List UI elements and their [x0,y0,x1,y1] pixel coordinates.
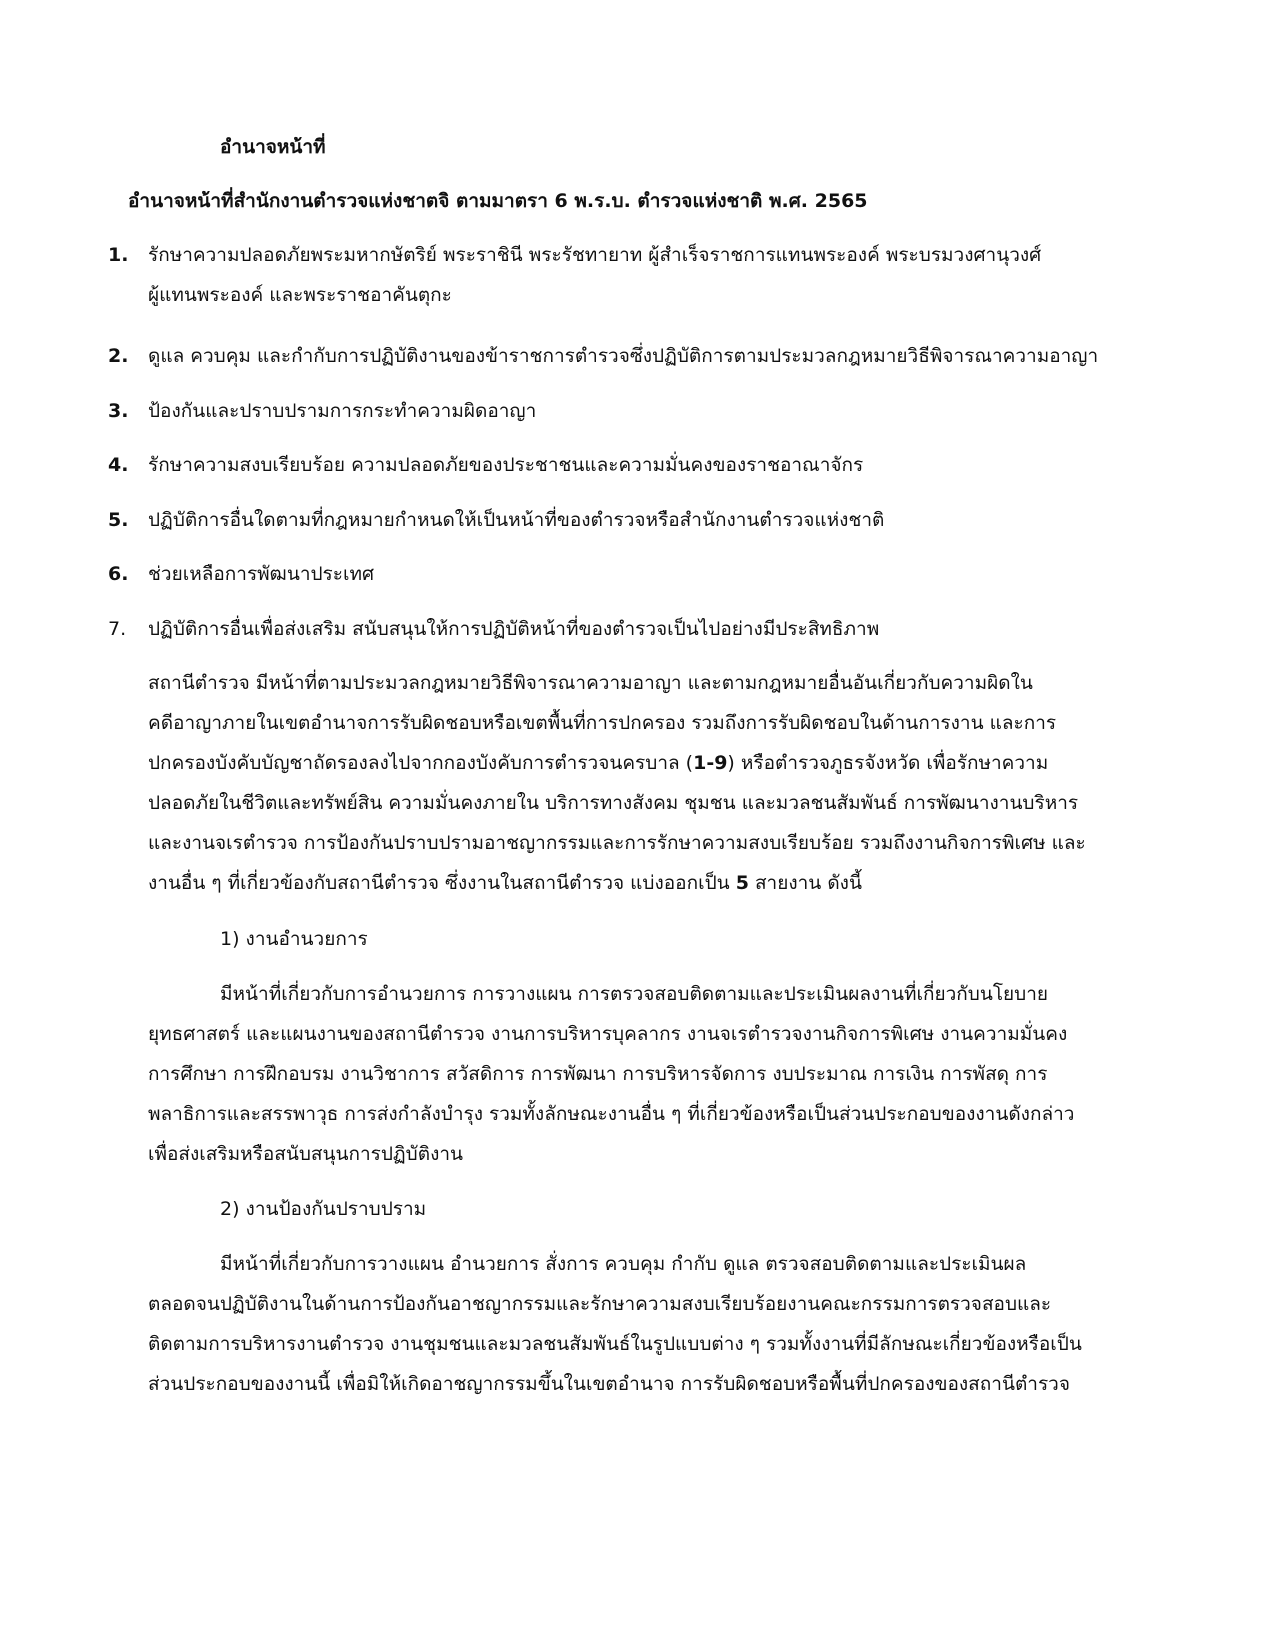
page-subheading: อำนาจหน้าที่สำนักงานตำรวจแห่งชาตจิ ตามมาตรา 6 พ.ร.บ. ตำรวจแห่งชาติ พ.ศ. 2565 [128,190,868,212]
paragraph-line: คดีอาญาภายในเขตอำนาจการรับผิดชอบหรือเขตพื้นที่การปกครอง รวมถึงการรับผิดชอบในด้านการงาน และการ [148,712,1057,734]
list-text: ปฏิบัติการอื่นเพื่อส่งเสริม สนับสนุนให้การปฏิบัติหน้าที่ของตำรวจเป็นไปอย่างมีประสิทธิภาพ [148,618,880,640]
list-number: 2. [108,345,129,367]
list-text: ปฏิบัติการอื่นใดตามที่กฎหมายกำหนดให้เป็นหน้าที่ของตำรวจหรือสำนักงานตำรวจแห่งชาติ [148,509,885,531]
list-number: 6. [108,563,129,585]
paragraph-line: มีหน้าที่เกี่ยวกับการอำนวยการ การวางแผน การตรวจสอบติดตามและประเมินผลงานที่เกี่ยวกับนโยบาย [220,983,1049,1005]
list-number: 4. [108,454,129,476]
section-title: 2) งานป้องกันปราบปราม [220,1198,427,1220]
paragraph-line: ตลอดจนปฏิบัติงานในด้านการป้องกันอาชญากรรมและรักษาความสงบเรียบร้อยงานคณะกรรมการตรวจสอบและ [148,1293,1052,1315]
list-text: รักษาความสงบเรียบร้อย ความปลอดภัยของประชาชนและความมั่นคงของราชอาณาจักร [148,454,864,476]
paragraph-text: ) หรือตำรวจภูธรจังหวัด เพื่อรักษาความ [727,752,1049,774]
paragraph-text: ปกครองบังคับบัญชาถัดรองลงไปจากกองบังคับการตำรวจนครบาล ( [148,752,694,774]
paragraph-line [148,749,1048,777]
paragraph-line: พลาธิการและสรรพาวุธ การส่งกำลังบำรุง รวมทั้งลักษณะงานอื่น ๆ ที่เกี่ยวข้องหรือเป็นส่วนประกอบของงานดังกล่าว [148,1103,1075,1125]
paragraph-text: สายงาน ดังนี้ [748,872,862,894]
paragraph-line: และงานจเรตำรวจ การป้องกันปราบปรามอาชญากรรมและการรักษาความสงบเรียบร้อย รวมถึงงานกิจการพิเศษ และ [148,832,1086,854]
region-range: 1-9 [693,752,728,774]
section-title: 1) งานอำนวยการ [220,928,368,950]
paragraph-line: เพื่อส่งเสริมหรือสนับสนุนการปฏิบัติงาน [148,1143,464,1165]
page-heading: อำนาจหน้าที่ [220,136,326,158]
list-text: ดูแล ควบคุม และกำกับการปฏิบัติงานของข้าราชการตำรวจซึ่งปฏิบัติการตามประมวลกฎหมายวิธีพิจารณาความอาญา [148,345,1099,367]
list-text: ป้องกันและปราบปรามการกระทำความผิดอาญา [148,400,537,422]
list-text: ช่วยเหลือการพัฒนาประเทศ [148,563,375,585]
paragraph-line: ติดตามการบริหารงานตำรวจ งานชุมชนและมวลชนสัมพันธ์ในรูปแบบต่าง ๆ รวมทั้งงานที่มีลักษณะเกี่ยวข้องหรือเป็น [148,1333,1082,1355]
list-number: 7. [108,618,127,640]
paragraph-line [148,869,862,897]
paragraph-line: ปลอดภัยในชีวิตและทรัพย์สิน ความมั่นคงภายใน บริการทางสังคม ชุมชน และมวลชนสัมพันธ์ การพัฒนางานบริหาร [148,792,1079,814]
paragraph-line: สถานีตำรวจ มีหน้าที่ตามประมวลกฎหมายวิธีพิจารณาความอาญา และตามกฎหมายอื่นอันเกี่ยวกับความผิดใน [148,672,1033,694]
list-number: 5. [108,509,129,531]
paragraph-line: มีหน้าที่เกี่ยวกับการวางแผน อำนวยการ สั่งการ ควบคุม กำกับ ดูแล ตรวจสอบติดตามและประเมินผล [220,1253,1027,1275]
line-count: 5 [735,872,749,894]
paragraph-text: งานอื่น ๆ ที่เกี่ยวข้องกับสถานีตำรวจ ซึ่งงานในสถานีตำรวจ แบ่งออกเป็น [148,872,736,894]
list-text: ผู้แทนพระองค์ และพระราชอาคันตุกะ [148,284,452,306]
list-number: 3. [108,400,129,422]
list-number: 1. [108,244,129,266]
list-text: รักษาความปลอดภัยพระมหากษัตริย์ พระราชินี พระรัชทายาท ผู้สำเร็จราชการแทนพระองค์ พระบรมวงศานุวงศ์ [148,244,1042,266]
paragraph-line: ส่วนประกอบของงานนี้ เพื่อมิให้เกิดอาชญากรรมขึ้นในเขตอำนาจ การรับผิดชอบหรือพื้นที่ปกครองของสถานีตำรวจ [148,1373,1070,1395]
paragraph-line: ยุทธศาสตร์ และแผนงานของสถานีตำรวจ งานการบริหารบุคลากร งานจเรตำรวจงานกิจการพิเศษ งานความมั่นคง [148,1023,1068,1045]
paragraph-line: การศึกษา การฝึกอบรม งานวิชาการ สวัสดิการ การพัฒนา การบริหารจัดการ งบประมาณ การเงิน การพัสดุ การ [148,1063,1048,1085]
